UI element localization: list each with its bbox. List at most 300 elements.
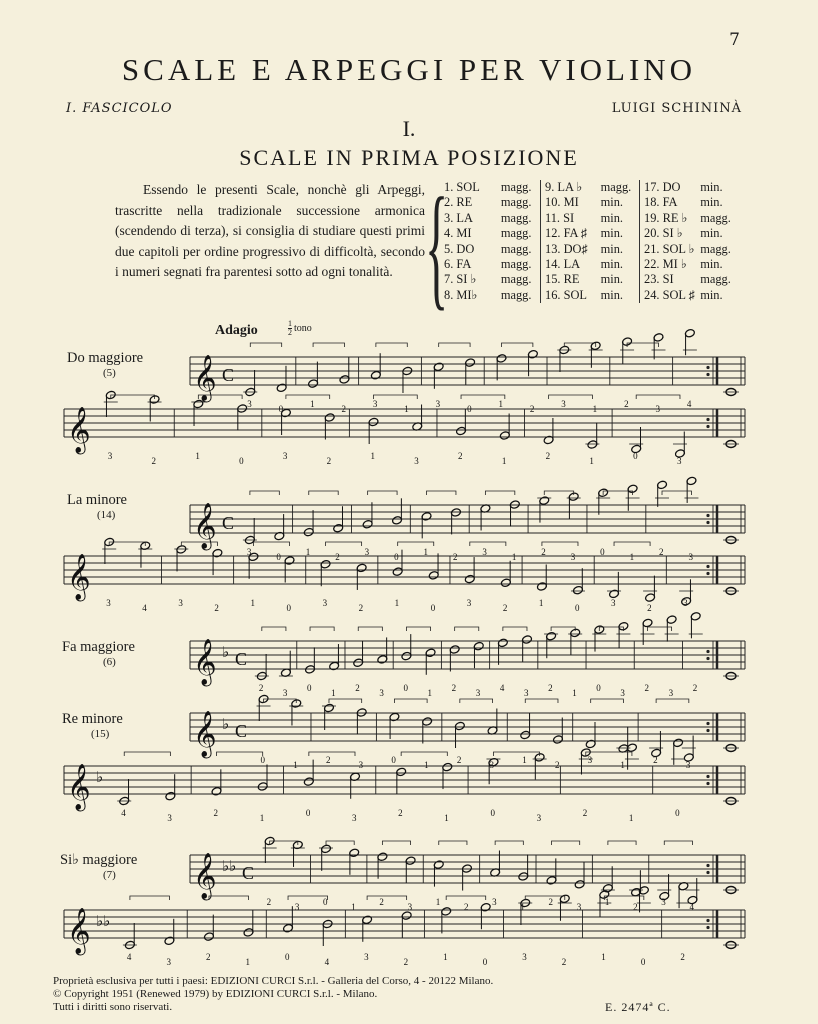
bowing-bracket bbox=[656, 699, 689, 703]
fingering-number: 1 bbox=[628, 813, 634, 823]
fingering-number: 0 bbox=[640, 957, 646, 967]
bowing-bracket bbox=[485, 491, 514, 495]
key-list-mode: min. bbox=[700, 195, 723, 210]
fingering-number: 1 bbox=[501, 456, 507, 466]
key-list-mode: min. bbox=[600, 256, 623, 271]
fingering-number: 3 bbox=[435, 399, 441, 409]
fingering-number: 3 bbox=[482, 547, 487, 557]
fingering-number: 0 bbox=[305, 808, 311, 818]
fingering-number: 2 bbox=[151, 456, 157, 466]
fingering-number: 3 bbox=[523, 688, 529, 698]
treble-clef-icon: 𝄞 bbox=[67, 908, 91, 954]
key-list-mode: magg. bbox=[700, 210, 731, 225]
key-list-mode: min. bbox=[700, 287, 723, 302]
fingering-number: 3 bbox=[364, 547, 370, 557]
page-number: 7 bbox=[729, 30, 740, 50]
fingering-number: 2 bbox=[398, 808, 403, 818]
fingering-number: 0 bbox=[467, 404, 472, 414]
fingering-number: 3 bbox=[489, 760, 495, 770]
fingering-number: 3 bbox=[166, 957, 171, 967]
fingering-number: 1 bbox=[310, 399, 315, 409]
footer-line-1: Proprietà esclusiva per tutti i paesi: EDIZIONI CURCI S.r.l. - Galleria del Corso, 4 - 20122 Milano. bbox=[53, 975, 494, 987]
key-list-key: 24. SOL ♯ bbox=[644, 287, 695, 302]
fingering-number: 1 bbox=[259, 813, 265, 823]
repeat-dot bbox=[706, 514, 709, 517]
fingering-number: 1 bbox=[427, 688, 433, 698]
bowing-bracket bbox=[614, 542, 650, 546]
fingering-number: 2 bbox=[545, 451, 551, 461]
bowing-bracket bbox=[367, 896, 407, 900]
repeat-dot bbox=[706, 782, 709, 785]
fingering-number: 1 bbox=[404, 404, 409, 414]
key-list-mode: min. bbox=[600, 272, 623, 287]
key-list-mode: min. bbox=[700, 256, 723, 271]
fingering-number: 1 bbox=[424, 760, 429, 770]
fingering-number: 2 bbox=[213, 808, 219, 818]
fingering-number: 1 bbox=[293, 760, 298, 770]
scale-number-re-minore: (15) bbox=[91, 728, 110, 740]
key-list-mode: magg. bbox=[500, 287, 532, 302]
time-signature: C bbox=[235, 721, 248, 741]
key-list-mode: min. bbox=[600, 195, 623, 210]
treble-clef-icon: 𝄞 bbox=[193, 711, 217, 757]
bowing-bracket bbox=[329, 699, 362, 703]
bowing-bracket bbox=[398, 542, 434, 546]
fingering-number: 2 bbox=[541, 547, 546, 557]
scale-label-la-minore: La minore bbox=[67, 492, 127, 508]
fingering-number: 1 bbox=[520, 902, 525, 912]
bowing-bracket bbox=[373, 395, 417, 399]
treble-clef-icon: 𝄞 bbox=[67, 764, 91, 810]
key-signature: ♭ bbox=[96, 768, 104, 786]
fingering-number: 0 bbox=[600, 547, 605, 557]
key-list-mode: magg. bbox=[500, 180, 532, 194]
fingering-number: 0 bbox=[633, 451, 638, 461]
fingering-number: 2 bbox=[633, 902, 638, 912]
fingering-number: 4 bbox=[689, 902, 694, 912]
fingering-number: 1 bbox=[601, 952, 606, 962]
fingering-number: 2 bbox=[463, 902, 469, 912]
key-list-key: 14. LA bbox=[545, 256, 581, 271]
bowing-bracket bbox=[309, 491, 338, 495]
key-list-mode: magg. bbox=[500, 256, 532, 271]
fingering-number: 2 bbox=[456, 755, 462, 765]
treble-clef-icon: 𝄞 bbox=[67, 554, 91, 600]
fingering-number: 3 bbox=[282, 688, 288, 698]
key-list-mode: min. bbox=[700, 180, 723, 194]
fingering-number: 2 bbox=[326, 456, 332, 466]
fingering-number: 4 bbox=[121, 808, 126, 818]
fingering-number: 3 bbox=[178, 598, 183, 608]
fingering-number: 0 bbox=[596, 683, 601, 693]
fingering-number: 0 bbox=[482, 957, 488, 967]
key-list-key: 15. RE bbox=[545, 272, 580, 287]
bowing-bracket bbox=[591, 699, 624, 703]
bowing-bracket bbox=[253, 542, 289, 546]
fingering-number: 3 bbox=[620, 688, 625, 698]
bowing-bracket bbox=[551, 627, 575, 631]
fingering-number: 2 bbox=[561, 957, 567, 967]
bowing-bracket bbox=[376, 343, 407, 347]
key-list-key: 19. RE ♭ bbox=[644, 210, 688, 225]
repeat-dot bbox=[706, 650, 709, 653]
fingering-number: 3 bbox=[322, 598, 328, 608]
repeat-dot bbox=[706, 565, 709, 568]
bowing-bracket bbox=[493, 752, 539, 756]
fingering-number: 3 bbox=[475, 688, 481, 698]
bowing-bracket bbox=[470, 542, 506, 546]
fingering-number: 1 bbox=[245, 957, 251, 967]
bowing-bracket bbox=[525, 699, 558, 703]
repeat-dot bbox=[706, 775, 709, 778]
bowing-bracket bbox=[636, 395, 680, 399]
repeat-dot bbox=[706, 418, 709, 421]
fingering-number: 3 bbox=[492, 897, 497, 907]
fingering-number: 3 bbox=[587, 755, 593, 765]
repeat-dot bbox=[706, 657, 709, 660]
bowing-bracket bbox=[604, 896, 644, 900]
fingering-number: 2 bbox=[653, 755, 658, 765]
intro-paragraph: Essendo le presenti Scale, nonchè gli Arpeggi, trascritte nella tradizionale successione armonica (scendendo di terza), si consiglia di studiare questi primi due capitoli per ordine progressivo di difficoltà, secondo i numeri segnati fra parentesi sotto ad ogni tonalità. bbox=[115, 182, 425, 279]
repeat-dot bbox=[706, 521, 709, 524]
key-list-mode: magg. bbox=[700, 241, 731, 256]
fingering-number: 1 bbox=[435, 897, 441, 907]
repeat-dot bbox=[706, 926, 709, 929]
bowing-bracket bbox=[608, 841, 636, 845]
bowing-bracket bbox=[427, 491, 456, 495]
time-signature: C bbox=[222, 513, 235, 533]
copyright-footer bbox=[53, 975, 493, 1014]
fingering-number: 3 bbox=[688, 552, 693, 562]
fingering-number: 0 bbox=[675, 808, 680, 818]
fingering-number: 0 bbox=[260, 755, 266, 765]
bowing-bracket bbox=[130, 896, 170, 900]
fingering-number: 3 bbox=[676, 456, 682, 466]
fingering-number: 1 bbox=[604, 897, 610, 907]
bowing-bracket bbox=[109, 542, 145, 546]
fingering-number: 3 bbox=[282, 451, 288, 461]
fingering-number: 3 bbox=[466, 598, 472, 608]
bowing-bracket bbox=[326, 542, 362, 546]
fingering-number: 1 bbox=[629, 552, 635, 562]
fingering-number: 2 bbox=[529, 404, 535, 414]
fingering-number: 1 bbox=[592, 404, 598, 414]
bowing-bracket bbox=[552, 841, 580, 845]
key-list-mode: magg. bbox=[600, 180, 632, 194]
fingering-number: 3 bbox=[655, 404, 660, 414]
repeat-dot bbox=[706, 722, 709, 725]
scale-label-re-minore: Re minore bbox=[62, 711, 123, 727]
bowing-bracket bbox=[460, 699, 493, 703]
fingering-number: 1 bbox=[423, 547, 429, 557]
key-list-mode: min. bbox=[600, 210, 623, 225]
treble-clef-icon: 𝄞 bbox=[193, 639, 217, 685]
scale-number-do-maggiore: (5) bbox=[103, 367, 116, 379]
fingering-number: 1 bbox=[444, 813, 449, 823]
fingering-number: 2 bbox=[358, 603, 364, 613]
bowing-bracket bbox=[439, 343, 470, 347]
fingering-number: 0 bbox=[278, 404, 284, 414]
fingering-number: 1 bbox=[572, 688, 577, 698]
fingering-number: 2 bbox=[205, 952, 211, 962]
key-list-key: 23. SI bbox=[644, 272, 674, 287]
fingering-number: 0 bbox=[239, 456, 244, 466]
key-list-key: 21. SOL ♭ bbox=[644, 241, 695, 256]
key-list-key: 13. DO♯ bbox=[545, 241, 588, 256]
fingering-number: 3 bbox=[611, 598, 616, 608]
bowing-bracket bbox=[439, 841, 467, 845]
fingering-number: 4 bbox=[686, 399, 692, 409]
fingering-number: 2 bbox=[624, 399, 629, 409]
fingering-number: 3 bbox=[407, 902, 413, 912]
treble-clef-icon: 𝄞 bbox=[193, 503, 217, 549]
key-list-key: 8. MI♭ bbox=[444, 287, 478, 302]
scale-number-la-minore: (14) bbox=[97, 509, 116, 521]
fingering-number: 0 bbox=[276, 552, 281, 562]
fingering-number: 1 bbox=[351, 902, 356, 912]
key-list-key: 7. SI ♭ bbox=[444, 272, 477, 287]
fingering-number: 2 bbox=[502, 603, 508, 613]
bowing-bracket bbox=[406, 627, 430, 631]
fingering-number: 3 bbox=[576, 902, 582, 912]
treble-clef-icon: 𝄞 bbox=[67, 407, 91, 453]
fingering-number: 0 bbox=[307, 683, 312, 693]
fingering-number: 1 bbox=[522, 755, 527, 765]
fingering-number: 2 bbox=[451, 683, 457, 693]
scale-label-do-maggiore: Do maggiore bbox=[67, 350, 144, 366]
fingering-number: 3 bbox=[247, 399, 252, 409]
key-signature: ♭ bbox=[222, 643, 230, 661]
bowing-bracket bbox=[664, 841, 692, 845]
key-list-mode: magg. bbox=[500, 272, 532, 287]
fingering-number: 3 bbox=[294, 902, 300, 912]
key-list-key: 12. FA ♯ bbox=[545, 226, 588, 241]
repeat-dot bbox=[706, 919, 709, 922]
fingering-number: 2 bbox=[458, 451, 463, 461]
fingering-number: 2 bbox=[341, 404, 346, 414]
bowing-bracket bbox=[446, 896, 486, 900]
bowing-bracket bbox=[326, 841, 354, 845]
section-title: SCALE IN PRIMA POSIZIONE bbox=[239, 145, 579, 170]
footer-line-3: Tutti i diritti sono riservati. bbox=[53, 1001, 173, 1013]
fingering-number: 3 bbox=[352, 813, 357, 823]
fingering-number: 1 bbox=[394, 598, 400, 608]
repeat-dot bbox=[706, 864, 709, 867]
scale-number-sib-maggiore: (7) bbox=[103, 869, 116, 881]
fingering-number: 0 bbox=[490, 808, 495, 818]
key-list-key: 5. DO bbox=[444, 241, 475, 256]
bowing-bracket bbox=[111, 395, 155, 399]
fingering-number: 1 bbox=[498, 399, 503, 409]
bowing-bracket bbox=[542, 542, 578, 546]
fingering-number: 1 bbox=[305, 547, 311, 557]
key-list-key: 4. MI bbox=[444, 226, 472, 241]
fingering-number: 2 bbox=[266, 897, 272, 907]
bowing-bracket bbox=[310, 627, 334, 631]
semitone-fraction: $\frac{1}{2}$ bbox=[288, 319, 292, 337]
repeat-dot bbox=[706, 871, 709, 874]
fingering-number: 3 bbox=[372, 399, 378, 409]
key-list-mode: min. bbox=[600, 287, 623, 302]
fingering-number: 3 bbox=[106, 598, 111, 608]
fingering-number: 4 bbox=[126, 952, 132, 962]
fingering-number: 1 bbox=[538, 598, 544, 608]
fingering-number: 1 bbox=[331, 688, 336, 698]
bowing-bracket bbox=[455, 627, 479, 631]
fingering-number: 0 bbox=[574, 603, 580, 613]
fingering-number: 2 bbox=[680, 952, 685, 962]
repeat-dot bbox=[706, 729, 709, 732]
key-list-mode: magg. bbox=[500, 195, 532, 210]
key-signature: ♭♭ bbox=[96, 912, 111, 930]
fingering-number: 2 bbox=[692, 683, 698, 693]
fingering-number: 3 bbox=[414, 456, 419, 466]
fingering-number: 2 bbox=[548, 897, 554, 907]
footer-line-2: © Copyright 1951 (Renewed 1979) by EDIZIONI CURCI S.r.l. - Milano. bbox=[53, 988, 378, 1000]
fingering-number: 3 bbox=[661, 897, 666, 907]
repeat-dot bbox=[706, 366, 709, 369]
treble-clef-icon: 𝄞 bbox=[193, 853, 217, 899]
fingering-number: 3 bbox=[167, 813, 172, 823]
key-list-mode: magg. bbox=[500, 226, 532, 241]
fingering-number: 2 bbox=[403, 957, 409, 967]
key-list-key: 11. SI bbox=[545, 210, 575, 225]
fingering-number: 1 bbox=[443, 952, 448, 962]
key-list-key: 9. LA ♭ bbox=[545, 180, 583, 194]
key-list-key: 22. MI ♭ bbox=[644, 256, 687, 271]
fingering-number: 3 bbox=[364, 952, 369, 962]
key-list-mode: min. bbox=[700, 226, 723, 241]
key-list-mode: magg. bbox=[700, 272, 731, 287]
bowing-bracket bbox=[286, 395, 330, 399]
key-list-key: 10. MI bbox=[545, 195, 579, 210]
fingering-number: 3 bbox=[107, 451, 113, 461]
brace: { bbox=[425, 169, 449, 322]
fingering-number: 2 bbox=[548, 683, 553, 693]
bowing-bracket bbox=[288, 896, 328, 900]
section-number: I. bbox=[402, 116, 416, 141]
tempo-marking: Adagio bbox=[215, 323, 258, 338]
fingering-number: 2 bbox=[582, 808, 588, 818]
scale-number-fa-maggiore: (6) bbox=[103, 656, 116, 668]
bowing-bracket bbox=[264, 699, 297, 703]
bowing-bracket bbox=[309, 752, 355, 756]
key-list-key: 17. DO bbox=[644, 180, 681, 194]
fingering-number: 0 bbox=[394, 552, 399, 562]
bowing-bracket bbox=[250, 343, 281, 347]
fingering-number: 3 bbox=[683, 598, 688, 608]
bowing-bracket bbox=[503, 627, 527, 631]
fingering-number: 2 bbox=[452, 552, 458, 562]
treble-clef-icon: 𝄞 bbox=[193, 355, 217, 401]
key-list-mode: magg. bbox=[500, 241, 532, 256]
key-signature: ♭ bbox=[222, 715, 230, 733]
fingering-number: 3 bbox=[358, 760, 364, 770]
fingering-number: 1 bbox=[589, 456, 594, 466]
fascicolo-label: I. FASCICOLO bbox=[66, 101, 173, 116]
semitone-word: tono bbox=[294, 322, 312, 334]
key-list-key: 2. RE bbox=[444, 195, 473, 210]
key-signature: ♭♭ bbox=[222, 857, 237, 875]
repeat-dot bbox=[706, 425, 709, 428]
key-list-key: 1. SOL bbox=[444, 180, 480, 194]
author-name: LUIGI SCHININÀ bbox=[611, 101, 742, 116]
bowing-bracket bbox=[358, 627, 382, 631]
fingering-number: 2 bbox=[659, 547, 664, 557]
bowing-bracket bbox=[124, 752, 170, 756]
bowing-bracket bbox=[382, 841, 410, 845]
fingering-number: 0 bbox=[323, 897, 328, 907]
bowing-bracket bbox=[525, 896, 565, 900]
bowing-bracket bbox=[586, 752, 632, 756]
fingering-number: 2 bbox=[647, 603, 652, 613]
fingering-number: 1 bbox=[195, 451, 200, 461]
fingering-number: 3 bbox=[379, 688, 384, 698]
bowing-bracket bbox=[549, 395, 593, 399]
time-signature: C bbox=[222, 365, 235, 385]
fingering-number: 0 bbox=[403, 683, 408, 693]
scale-label-fa-maggiore: Fa maggiore bbox=[62, 639, 135, 655]
bowing-bracket bbox=[262, 627, 286, 631]
key-list-key: 20. SI ♭ bbox=[644, 226, 683, 241]
bowing-bracket bbox=[648, 627, 672, 631]
bowing-bracket bbox=[368, 491, 397, 495]
fingering-number: 4 bbox=[499, 683, 505, 693]
fingering-number: 2 bbox=[325, 755, 331, 765]
fingering-number: 0 bbox=[391, 755, 396, 765]
time-signature: C bbox=[242, 863, 255, 883]
fingering-number: 1 bbox=[250, 598, 255, 608]
bowing-bracket bbox=[401, 752, 447, 756]
fingering-number: 1 bbox=[370, 451, 375, 461]
fingering-number: 3 bbox=[536, 813, 542, 823]
key-list-mode: min. bbox=[600, 241, 623, 256]
scale-label-sib-maggiore: Si♭ maggiore bbox=[60, 852, 138, 868]
fingering-number: 3 bbox=[246, 547, 252, 557]
fingering-number: 2 bbox=[214, 603, 219, 613]
fingering-number: 3 bbox=[561, 399, 566, 409]
key-list-key: 16. SOL bbox=[545, 287, 587, 302]
bowing-bracket bbox=[544, 491, 573, 495]
edition-code: E. 2474ª C. bbox=[605, 1000, 671, 1014]
fingering-number: 3 bbox=[668, 688, 674, 698]
fingering-number: 3 bbox=[522, 952, 527, 962]
bowing-bracket bbox=[217, 752, 263, 756]
bowing-bracket bbox=[313, 343, 344, 347]
fingering-number: 2 bbox=[644, 683, 650, 693]
fingering-number: 2 bbox=[379, 897, 384, 907]
fingering-number: 1 bbox=[511, 552, 517, 562]
fingering-number: 1 bbox=[620, 760, 625, 770]
bowing-bracket bbox=[501, 343, 532, 347]
fingering-number: 0 bbox=[286, 603, 292, 613]
fingering-number: 3 bbox=[570, 552, 576, 562]
fingering-number: 3 bbox=[685, 760, 691, 770]
key-list-key: 6. FA bbox=[444, 256, 472, 271]
repeat-dot bbox=[706, 373, 709, 376]
key-list-key: 18. FA bbox=[644, 195, 678, 210]
bowing-bracket bbox=[250, 491, 279, 495]
fingering-number: 0 bbox=[285, 952, 290, 962]
fingering-number: 2 bbox=[554, 760, 560, 770]
fingering-number: 2 bbox=[335, 552, 340, 562]
fingering-number: 4 bbox=[142, 603, 147, 613]
fingering-number: 2 bbox=[355, 683, 360, 693]
time-signature: C bbox=[235, 649, 248, 669]
key-list-mode: min. bbox=[600, 226, 623, 241]
key-list-key: 3. LA bbox=[444, 210, 473, 225]
fingering-number: 2 bbox=[258, 683, 264, 693]
